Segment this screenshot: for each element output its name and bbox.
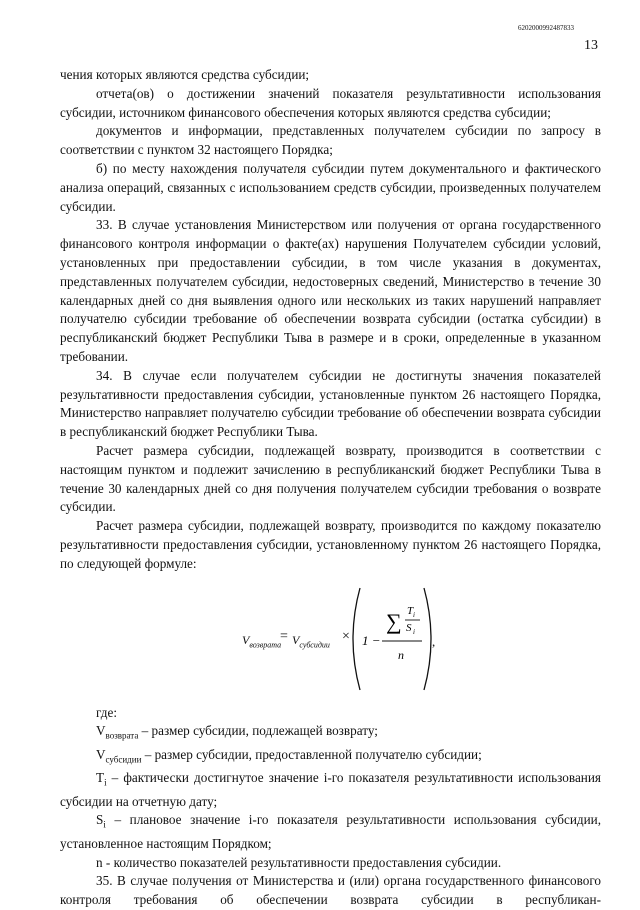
formula-n: n xyxy=(398,647,404,662)
document-number: 6202000992487833 xyxy=(518,24,574,32)
paragraph-33: 33. В случае установления Министерством или получения от органа государственного финансового контроля информации о факте(ах) нарушения Получателем субсидии условий, установленных при предоставлении субсидии, в том числе указания в документах, представленных получателем субсидии, недостоверных сведений, Министерство в течение 30 календарных дней со дня выявления одного или нескольких из таких нарушений направляет получателю субсидии требование об обеспечении возврата субсидии (остатка субсидии) в республиканский бюджет Республики Тыва в размере и в сроки, определенные в указанном требовании. xyxy=(60,217,601,364)
definition-item: $S_i$ – плановое значение i-го показателя результативности использования субсидии, установленное настоящим Порядком; xyxy=(60,812,601,851)
formula-one-minus: 1 − xyxy=(362,632,381,648)
definition-item: $T_i$ – фактически достигнутое значение i-го показателя результативности использования субсидии на отчетную дату; xyxy=(60,770,601,809)
formula-equals: = xyxy=(280,628,288,644)
formula-s: S xyxy=(406,621,412,634)
formula-s-sub: i xyxy=(413,627,415,636)
formula-t: T xyxy=(407,604,414,617)
paragraph-34: 34. В случае если получателем субсидии не достигнуты значения показателей результативности предоставления субсидии, установленные пунктом 26 настоящего Порядка, Министерство направляет получателю субсидии требование об обеспечении возврата субсидии в республиканский бюджет Республики Тыва. xyxy=(60,367,601,440)
formula-lhs: $V_{возврата}$ xyxy=(242,632,282,649)
formula-times: × xyxy=(342,628,350,644)
formula-comma: , xyxy=(432,633,436,649)
refund-formula xyxy=(60,578,601,698)
paragraph: отчета(ов) о достижении значений показателя результативности использования субсидии, источником финансового обеспечения которых являются средства субсидии; xyxy=(60,85,601,120)
paragraph: Расчет размера субсидии, подлежащей возврату, производится по каждому показателю результативности предоставления субсидии, установленному пунктом 26 настоящего Порядка, по следующей формуле: xyxy=(60,518,601,571)
paragraph: чения которых являются средства субсидии; xyxy=(60,67,310,82)
formula-t-sub: i xyxy=(413,610,415,619)
formula-sigma: ∑ xyxy=(386,608,402,634)
paragraph: документов и информации, представленных получателем субсидии по запросу в соответствии с пунктом 32 настоящего Порядка; xyxy=(60,123,601,158)
definition-item: $V_{возврата}$ – размер субсидии, подлежащей возврату; xyxy=(96,723,378,741)
formula-rhs: $V_{субсидии}$ xyxy=(292,632,330,649)
document-body xyxy=(60,66,601,910)
paragraph: б) по месту нахождения получателя субсидии путем документального и фактического анализа операций, связанных с использованием средств субсидии, произведенных получателем субсидии. xyxy=(60,160,601,214)
definition-item: $V_{субсидии}$ – размер субсидии, предоставленной получателю субсидии; xyxy=(96,746,482,765)
formula-definitions xyxy=(60,704,601,873)
paragraph: Расчет размера субсидии, подлежащей возврату, производится в соответствии с настоящим пунктом и подлежит зачислению в республиканский бюджет Республики Тыва в течение 30 календарных дней со дня получения получателем субсидии требования о возврате субсидии. xyxy=(60,442,601,515)
page-number: 13 xyxy=(584,38,598,53)
where-label: где: xyxy=(96,704,117,720)
paragraph-35: 35. В случае получения от Министерства и (или) органа государственного финансового контроля требования об обеспечении возврата субсидии в республикан- xyxy=(60,873,601,908)
formula-bracket-expression xyxy=(350,584,434,694)
definition-item: n - количество показателей результативности предоставления субсидии. xyxy=(96,854,502,870)
